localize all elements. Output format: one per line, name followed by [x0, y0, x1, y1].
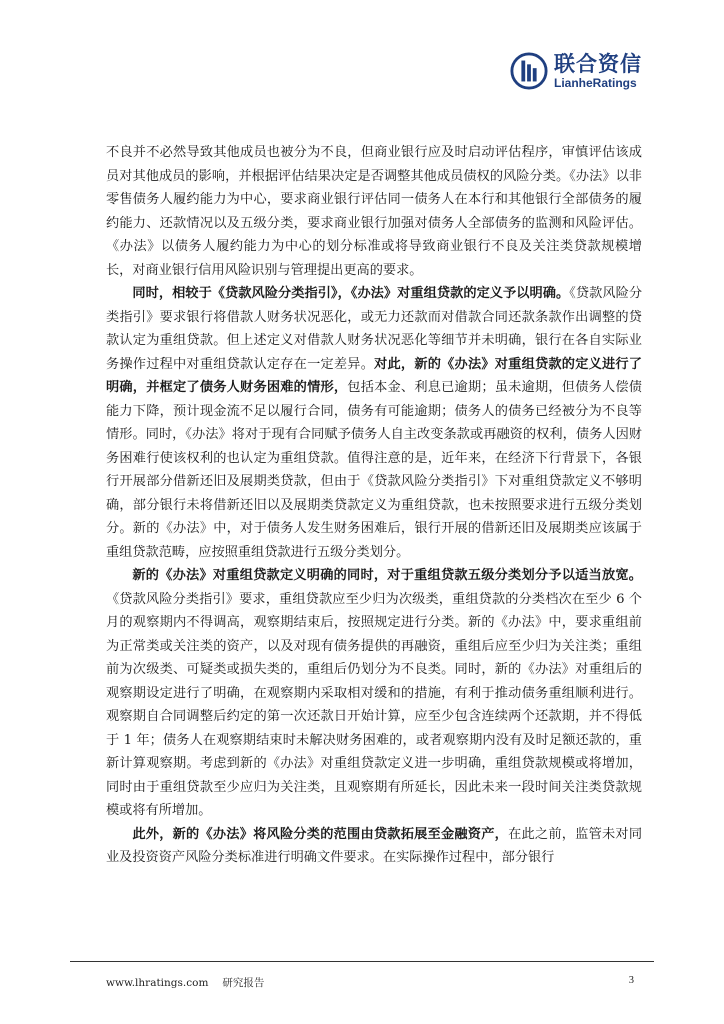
emphasis-text: 同时，相较于《贷款风险分类指引》，《办法》对重组贷款的定义予以明确。 — [132, 286, 570, 301]
paragraph-text: 包括本金、利息已逾期；虽未逾期，但债务人偿债能力下降，预计现金流不足以履行合同，债务有可能逾期；债务人的债务已经被分为不良等情形。同时，《办法》将对于现有合同赋予债务人自主改变条款或再融资的权利，债务人因财务困难行使该权利的也认定为重组贷款。值得注意的是，近年来，在经济下行背景下，各银行开展部分借新还旧及展期类贷款，但由于《贷款风险分类指引》下对重组贷款定义不够明确，部分银行未将借新还旧以及展期类贷款定义为重组贷款，也未按照要求进行五级分类划分。新的《办法》中，对于债务人发生财务困难后，银行开展的借新还旧及展期类应该属于重组贷款范畴，应按照重组贷款进行五级分类划分。 — [106, 380, 642, 560]
logo-text — [554, 53, 642, 90]
paragraph-text: 《贷款风险分类指引》要求银行将借款人财务状况恶化，或无力还款而对借款合同还款条款作出调整的贷款认定为重组贷款。但上述定义对借款人财务状况恶化等细节并未明确，银行在各自实际业务操作过程中对重组贷款认定存在一定差异。 — [106, 286, 643, 372]
body-paragraph — [106, 141, 642, 282]
paragraph-text: 《贷款风险分类指引》要求，重组贷款应至少归为次级类，重组贷款的分类档次在至少 6 个月的观察期内不得调高，观察期结束后，按照规定进行分类。新的《办法》中，要求重组前为正常类或关注类的资产，以及对现有债务提供的再融资，重组后应至少归为关注类；重组前为次级类、可疑类或损失类的，重组后仍划分为不良类。同时，新的《办法》对重组后的观察期设定进行了明确，在观察期内采取相对缓和的措施，有利于推动债务重组顺利进行。观察期自合同调整后约定的第一次还款日开始计算，应至少包含连续两个还款期，并不得低于 1 年；债务人在观察期结束时未解决财务困难的，或者观察期内没有及时足额还款的，重新计算观察期。考虑到新的《办法》对重组贷款定义进一步明确，重组贷款规模或将增加，同时由于重组贷款至少应归为关注类，且观察期有所延长，因此未来一段时间关注类贷款规模或将有所增加。 — [106, 591, 642, 818]
logo-chinese-name: 联合资信 — [554, 51, 642, 76]
footer-website-link[interactable]: www.lhratings.com — [106, 977, 209, 989]
report-body — [106, 141, 642, 870]
footer-info — [106, 975, 264, 990]
footer-divider — [70, 961, 654, 962]
paragraph-text: 在此之前，监管未对同业及投资资产风险分类标准进行明确文件要求。在实际操作过程中，部分银行 — [106, 826, 643, 865]
lianhe-logo-icon — [510, 52, 548, 90]
emphasis-text: 此外，新的《办法》将风险分类的范围由贷款拓展至金融资产， — [132, 826, 509, 842]
emphasis-text: 对此，新的《办法》对重组贷款的定义进行了明确，并框定了债务人财务困难的情形， — [106, 356, 642, 395]
footer-report-type: 研究报告 — [222, 977, 265, 989]
emphasis-text: 新的《办法》对重组贷款定义明确的同时，对于重组贷款五级分类划分予以适当放宽。 — [132, 568, 642, 583]
body-paragraph — [106, 564, 642, 823]
page-number: 3 — [628, 975, 634, 986]
body-paragraph — [106, 823, 642, 870]
logo-english-name: LianheRatings — [554, 75, 637, 90]
paragraph-text: 不良并不必然导致其他成员也被分为不良，但商业银行应及时启动评估程序，审慎评估该成员对其他成员的影响，并根据评估结果决定是否调整其他成员债权的风险分类。《办法》以非零售债务人履约能力为中心，要求商业银行评估同一债务人在本行和其他银行全部债务的履约能力、还款情况以及五级分类，要求商业银行加强对债务人全部债务的监测和风险评估。《办法》以债务人履约能力为中心的划分标准或将导致商业银行不良及关注类贷款规模增长，对商业银行信用风险识别与管理提出更高的要求。 — [106, 145, 642, 278]
body-paragraph — [106, 282, 642, 564]
company-logo — [510, 52, 642, 90]
